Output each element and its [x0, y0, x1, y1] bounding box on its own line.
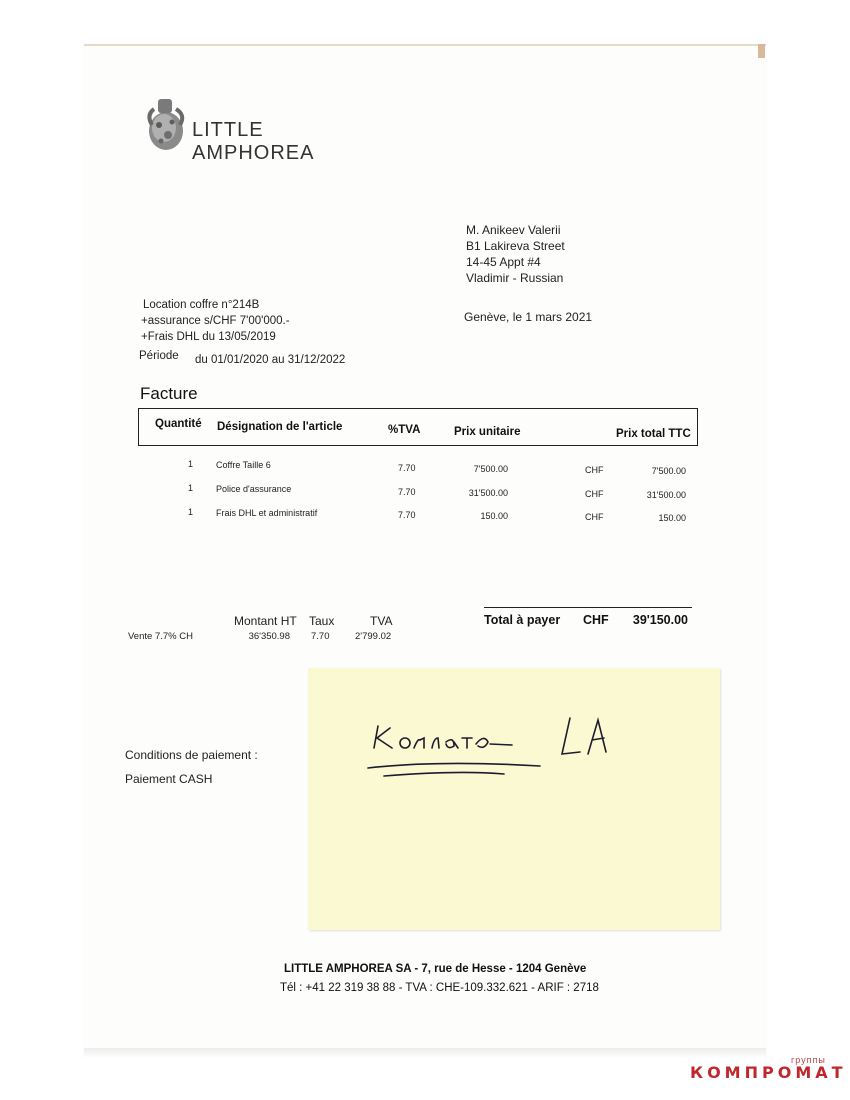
summary-header-rate: Taux [309, 614, 335, 628]
table-row-2-qty: 1 [188, 483, 194, 493]
reference-line-3: +Frais DHL du 13/05/2019 [141, 331, 276, 343]
handwritten-note-icon [308, 668, 720, 930]
total-value: 39'150.00 [632, 613, 688, 627]
invoice-title: Facture [140, 384, 198, 403]
table-row-2-vat: 7.70 [398, 487, 416, 497]
table-row-1-total: 7'500.00 [651, 466, 686, 476]
payment-method: Paiement CASH [125, 772, 213, 786]
table-row-1-currency: CHF [585, 465, 604, 475]
reference-line-2: +assurance s/CHF 7'00'000.- [141, 315, 290, 327]
table-row-3-currency: CHF [585, 512, 604, 522]
period-label: Période [139, 350, 179, 362]
header-quantity: Quantité [155, 418, 202, 430]
table-row-2-currency: CHF [585, 489, 604, 499]
table-row-1-vat: 7.70 [398, 463, 416, 473]
total-currency: CHF [583, 613, 609, 627]
footer-company-address: LITTLE AMPHOREA SA - 7, rue de Hesse - 1204 Genève [284, 963, 587, 975]
header-designation: Désignation de l'article [217, 421, 343, 433]
summary-row-vat: 2'799.02 [355, 631, 392, 642]
summary-row-amount-ht: 36'350.98 [248, 631, 290, 642]
header-vat: %TVA [388, 424, 421, 436]
table-row-3-unit: 150.00 [480, 511, 508, 521]
page-shadow [84, 1048, 766, 1058]
table-row-2-unit: 31'500.00 [468, 488, 508, 498]
header-unit-price: Prix unitaire [454, 426, 521, 438]
watermark-small-text: группы [791, 1055, 826, 1065]
total-label: Total à payer [484, 613, 561, 627]
amphora-logo-icon [144, 97, 190, 155]
table-row-1-item: Coffre Taille 6 [216, 460, 271, 470]
logo-wordmark: LITTLE AMPHOREA [192, 119, 315, 164]
recipient-name: M. Anikeev Valerii [466, 223, 561, 237]
header-total-ttc: Prix total TTC [616, 428, 691, 440]
table-row-3-total: 150.00 [658, 513, 686, 523]
recipient-street: B1 Lakireva Street [466, 239, 565, 253]
reference-line-1: Location coffre n°214B [143, 299, 260, 311]
table-row-3-qty: 1 [188, 507, 194, 517]
footer-contact-info: Tél : +41 22 319 38 88 - TVA : CHE-109.332.621 - ARIF : 2718 [280, 982, 599, 994]
table-row-3-item: Frais DHL et administratif [216, 508, 318, 518]
place-date: Genève, le 1 mars 2021 [464, 310, 593, 324]
recipient-city: Vladimir - Russian [466, 271, 564, 285]
summary-header-vat: TVA [370, 614, 393, 628]
summary-header-amount-ht: Montant HT [234, 614, 297, 628]
table-row-2-item: Police d'assurance [216, 484, 292, 494]
table-row-3-vat: 7.70 [398, 510, 416, 520]
table-row-2-total: 31'500.00 [646, 490, 686, 500]
total-separator [484, 607, 692, 608]
company-logo [144, 97, 315, 164]
period-value: du 01/01/2020 au 31/12/2022 [195, 354, 346, 366]
summary-row-label: Vente 7.7% CH [128, 631, 193, 642]
recipient-apartment: 14-45 Appt #4 [466, 255, 541, 269]
payment-conditions-label: Conditions de paiement : [125, 748, 258, 762]
sticky-note [308, 668, 720, 930]
table-row-1-qty: 1 [188, 459, 194, 469]
summary-row-rate: 7.70 [311, 631, 330, 642]
watermark-logo: КОМПРОМАТ [690, 1063, 847, 1082]
table-row-1-unit: 7'500.00 [473, 464, 508, 474]
page-tab-mark [758, 44, 765, 58]
